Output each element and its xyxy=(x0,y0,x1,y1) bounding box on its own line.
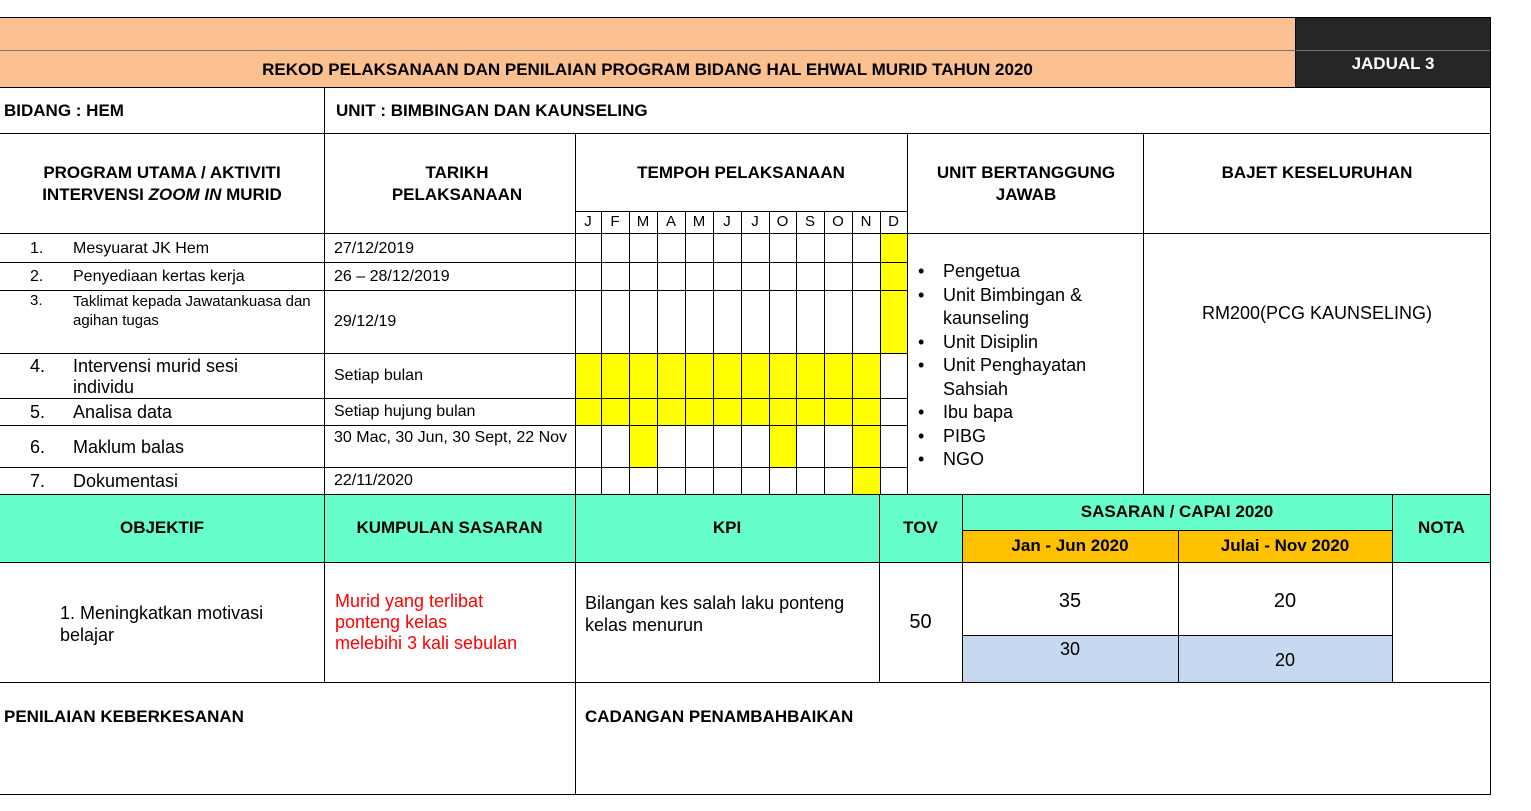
bajet-header: BAJET KESELURUHAN xyxy=(1221,163,1413,182)
list-item: • NGO xyxy=(916,448,1133,472)
list-item: • Pengetua xyxy=(916,260,1133,284)
activity-name: Penyediaan kertas kerja xyxy=(73,268,245,285)
month-header: J xyxy=(723,213,731,230)
grid-line xyxy=(0,467,907,468)
jadual-badge: JADUAL 3 xyxy=(1351,54,1435,73)
document-title: REKOD PELAKSANAAN DAN PENILAIAN PROGRAM BIDANG HAL EHWAL MURID TAHUN 2020 xyxy=(262,59,1033,79)
gantt-cell-active xyxy=(880,262,907,290)
gantt-cell-active xyxy=(769,425,796,467)
tempoh-header: TEMPOH PELAKSANAAN xyxy=(637,163,845,182)
month-header: M xyxy=(692,213,706,230)
grid-line xyxy=(0,562,1491,563)
activity-name: Dokumentasi xyxy=(73,471,179,491)
activity-name: Mesyuarat JK Hem xyxy=(73,240,210,257)
grid-line xyxy=(0,398,907,399)
grid-line xyxy=(0,794,1491,795)
gantt-cell-active xyxy=(601,398,629,425)
unit-header: UNIT BERTANGGUNG JAWAB xyxy=(936,163,1116,204)
list-item: • Unit Bimbingan & kaunseling xyxy=(916,284,1123,331)
gantt-cell-active xyxy=(769,353,796,398)
grid-line xyxy=(575,494,576,682)
program-header xyxy=(0,162,324,206)
kumpulan-header: KUMPULAN SASARAN xyxy=(356,518,543,537)
month-header: S xyxy=(804,213,815,230)
tov-header: TOV xyxy=(903,518,938,537)
month-header: O xyxy=(832,213,844,230)
gantt-cell-active xyxy=(657,353,685,398)
gantt-cell-active xyxy=(796,398,824,425)
list-item: • Unit Penghayatan Sahsiah xyxy=(916,354,1133,401)
grid-line xyxy=(1143,133,1144,494)
gantt-cell-active xyxy=(629,425,657,467)
activity-number: 7. xyxy=(30,471,46,491)
gantt-cell-active xyxy=(796,353,824,398)
gantt-cell-active xyxy=(769,398,796,425)
gantt-cell-active xyxy=(657,398,685,425)
activity-date: Setiap bulan xyxy=(334,367,423,384)
grid-line xyxy=(0,262,907,263)
capai-julai-nov-value: 20 xyxy=(1274,650,1296,670)
units-responsible-list xyxy=(916,260,1133,472)
kumpulan-value: Murid yang terlibat ponteng kelas melebihi 3 kali sebulan xyxy=(335,591,518,653)
grid-line xyxy=(962,635,1392,636)
grid-line xyxy=(324,494,325,682)
grid-line xyxy=(1295,17,1296,87)
grid-line xyxy=(0,87,1491,88)
grid-line xyxy=(1490,17,1491,795)
grid-line xyxy=(0,290,907,291)
cadangan-label: CADANGAN PENAMBAHBAIKAN xyxy=(585,707,854,726)
activity-number: 1. xyxy=(30,240,44,257)
gantt-cell-active xyxy=(880,290,907,353)
month-header: J xyxy=(751,213,759,230)
gantt-cell-active xyxy=(575,353,601,398)
grid-line xyxy=(1178,530,1179,682)
gantt-cell-active xyxy=(713,353,741,398)
month-header: N xyxy=(860,213,872,230)
grid-line xyxy=(0,353,907,354)
gantt-cell-active xyxy=(685,398,713,425)
list-item: • Unit Disiplin xyxy=(916,331,1133,355)
sasaran-jan-jun-value: 35 xyxy=(1058,590,1082,612)
activity-number: 2. xyxy=(30,268,44,285)
jan-jun-header: Jan - Jun 2020 xyxy=(1011,536,1129,555)
gantt-cell-active xyxy=(629,353,657,398)
tov-value: 50 xyxy=(909,610,932,633)
grid-line xyxy=(575,682,576,794)
grid-line xyxy=(0,133,1491,134)
gantt-cell-active xyxy=(824,353,852,398)
grid-line xyxy=(0,233,1491,234)
month-header: O xyxy=(776,213,789,230)
activity-name: Analisa data xyxy=(73,402,173,422)
activity-date: 30 Mac, 30 Jun, 30 Sept, 22 Nov xyxy=(334,429,568,446)
activity-number: 3. xyxy=(30,292,43,309)
gantt-cell-active xyxy=(880,234,907,262)
gantt-cell-active xyxy=(824,398,852,425)
activity-date: Setiap hujung bulan xyxy=(334,403,476,420)
gantt-cell-active xyxy=(685,353,713,398)
unit-label: UNIT : BIMBINGAN DAN KAUNSELING xyxy=(336,100,648,120)
gantt-cell-active xyxy=(852,398,880,425)
grid-line xyxy=(0,17,1491,18)
grid-line xyxy=(324,133,325,494)
nota-header: NOTA xyxy=(1418,518,1465,537)
program-header-line1: PROGRAM UTAMA / AKTIVITI xyxy=(43,163,281,182)
activity-name: Taklimat kepada Jawatankuasa dan agihan tugas xyxy=(73,293,311,329)
objektif-value: 1. Meningkatkan motivasi belajar xyxy=(60,603,264,645)
activity-number: 5. xyxy=(30,402,46,422)
month-header: A xyxy=(665,213,676,230)
activity-number: 4. xyxy=(30,356,46,376)
gantt-cell-active xyxy=(852,353,880,398)
activity-date: 27/12/2019 xyxy=(334,240,415,257)
gantt-cell-active xyxy=(629,398,657,425)
julai-nov-header: Julai - Nov 2020 xyxy=(1220,536,1350,555)
gantt-cell-active xyxy=(741,353,769,398)
list-item: • Ibu bapa xyxy=(916,401,1133,425)
activity-name: Maklum balas xyxy=(73,437,185,457)
grid-line xyxy=(0,682,1491,683)
kpi-header: KPI xyxy=(712,518,742,537)
gantt-cell-active xyxy=(741,398,769,425)
grid-line xyxy=(962,494,963,682)
gantt-cell-active xyxy=(601,353,629,398)
grid-line xyxy=(907,133,908,494)
grid-line xyxy=(1392,494,1393,682)
capai-jan-jun-value: 30 xyxy=(1059,639,1081,659)
grid-line xyxy=(0,494,1491,495)
grid-line xyxy=(575,133,576,494)
gantt-cell-active xyxy=(713,398,741,425)
sasaran-header: SASARAN / CAPAI 2020 xyxy=(1080,502,1274,521)
activity-name: Intervensi murid sesi individu xyxy=(73,356,239,397)
kpi-value: Bilangan kes salah laku ponteng kelas menurun xyxy=(585,593,845,635)
tarikh-header: TARIKH PELAKSANAAN xyxy=(391,163,523,204)
activity-number: 6. xyxy=(30,437,46,457)
gantt-cell-active xyxy=(852,467,880,494)
month-header: J xyxy=(584,213,592,230)
grid-line xyxy=(879,494,880,682)
activity-date: 26 – 28/12/2019 xyxy=(334,268,450,285)
gantt-cell-active xyxy=(575,398,601,425)
activity-date: 22/11/2020 xyxy=(334,472,413,489)
bidang-label: BIDANG : HEM xyxy=(4,100,124,120)
program-header-line2: INTERVENSI ZOOM IN MURID xyxy=(42,185,282,204)
penilaian-label: PENILAIAN KEBERKESANAN xyxy=(4,707,244,726)
gantt-cell-active xyxy=(852,425,880,467)
month-header: M xyxy=(636,213,650,230)
activity-date: 29/12/19 xyxy=(334,313,397,330)
list-item: • PIBG xyxy=(916,425,1133,449)
month-header: D xyxy=(888,213,899,230)
sasaran-julai-nov-value: 20 xyxy=(1273,590,1297,612)
month-header: F xyxy=(610,213,620,230)
budget-value: RM200(PCG KAUNSELING) xyxy=(1201,302,1433,323)
objektif-header: OBJEKTIF xyxy=(119,518,205,537)
grid-line xyxy=(0,425,907,426)
grid-line xyxy=(962,530,1392,531)
grid-line xyxy=(324,87,325,133)
